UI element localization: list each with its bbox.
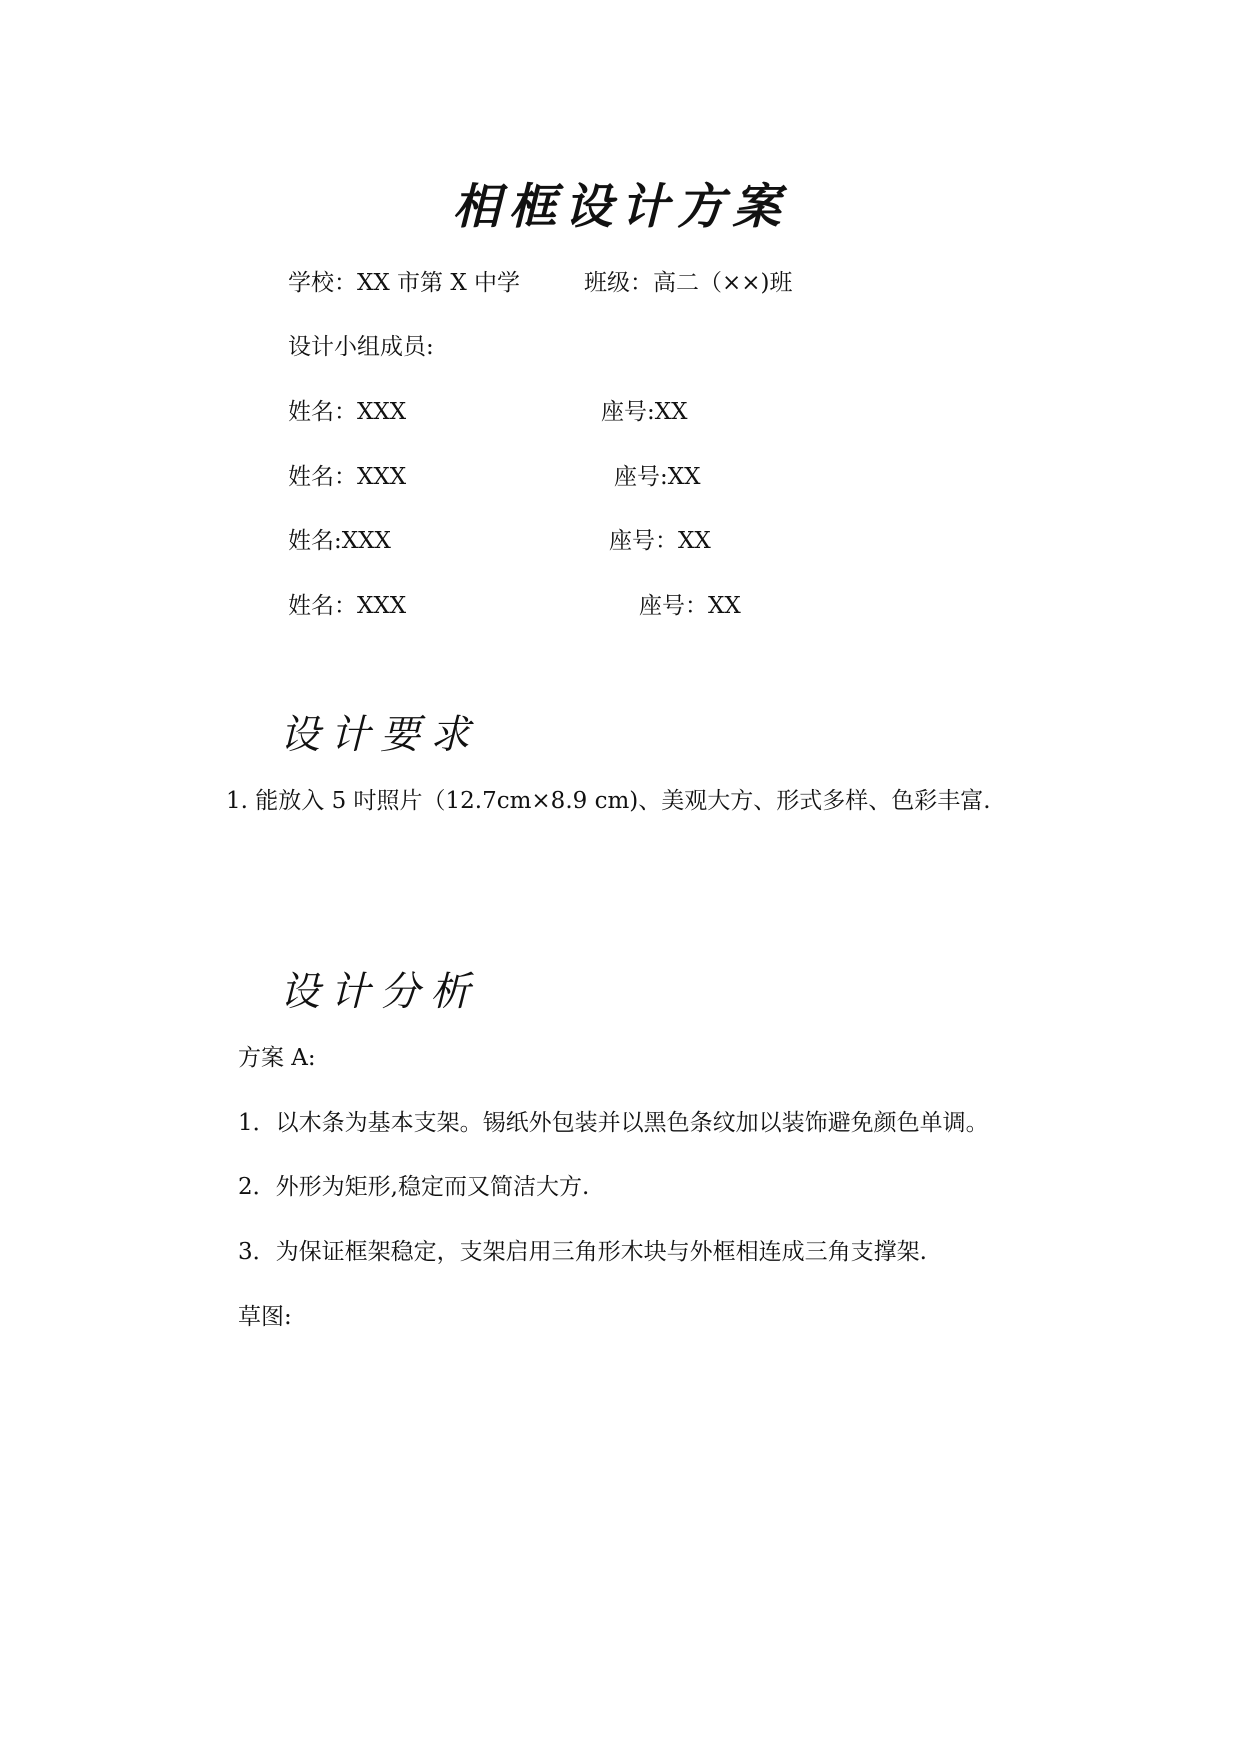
school-name: 学校：XX 市第 X 中学 [288,270,521,296]
member-name: 姓名：XXX [288,464,407,490]
plan-label: 方案 A: [238,1045,316,1071]
class-name: 班级：高二（××)班 [584,270,793,296]
page-title: 相框设计方案 [452,179,789,235]
member-seat: 座号:XX [614,464,701,490]
analysis-item: 1．以木条为基本支架。锡纸外包装并以黑色条纹加以装饰避免颜色单调。 [238,1110,989,1136]
sketch-label: 草图: [238,1304,292,1330]
member-name: 姓名：XXX [288,399,407,425]
members-label: 设计小组成员: [288,334,434,360]
requirements-heading: 设计要求 [280,712,480,758]
member-name: 姓名:XXX [288,528,391,554]
requirement-item: 1. 能放入 5 吋照片（12.7cm×8.9 cm)、美观大方、形式多样、色彩丰富. [226,788,991,814]
analysis-heading: 设计分析 [280,969,480,1015]
analysis-item: 3．为保证框架稳定，支架启用三角形木块与外框相连成三角支撑架. [238,1239,927,1265]
member-seat: 座号：XX [639,593,741,619]
member-seat: 座号:XX [601,399,688,425]
member-seat: 座号：XX [609,528,711,554]
member-name: 姓名：XXX [288,593,407,619]
analysis-item: 2．外形为矩形,稳定而又简洁大方. [238,1174,590,1200]
